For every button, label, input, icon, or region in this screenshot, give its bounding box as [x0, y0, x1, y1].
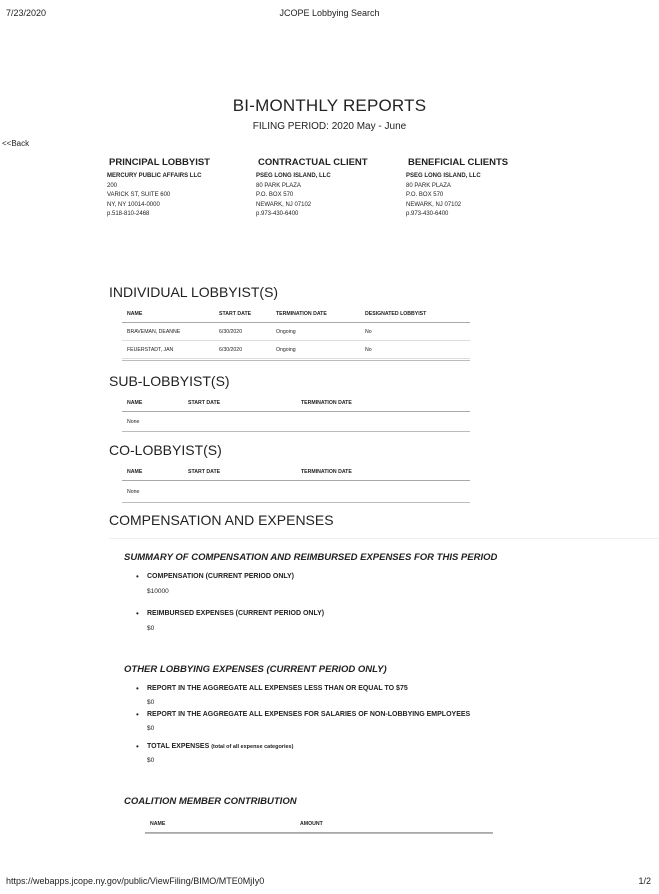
bullet: • [136, 609, 139, 618]
bullet: • [136, 710, 139, 719]
aggregate-75-value: $0 [147, 699, 155, 706]
individual-lobbyists-table [122, 305, 470, 359]
table-header-row [122, 463, 470, 481]
compensation-heading: COMPENSATION AND EXPENSES [109, 512, 334, 528]
termination-date: Ongoing [276, 328, 296, 335]
back-link[interactable]: <<Back [2, 139, 30, 148]
column-header: DESIGNATED LOBBYIST [365, 310, 427, 317]
beneficial-clients-block [408, 157, 508, 220]
address-line: 80 PARK PLAZA [406, 182, 451, 189]
column-header: TERMINATION DATE [301, 468, 352, 475]
contractual-client-block [258, 157, 368, 220]
address-line: P.O. BOX 570 [256, 192, 294, 199]
contractual-client-name: PSEG LONG ISLAND, LLC [256, 173, 331, 179]
bullet: • [136, 684, 139, 693]
total-expenses-label [147, 743, 293, 750]
sub-lobbyists-heading: SUB-LOBBYIST(S) [109, 373, 230, 389]
coalition-table [145, 815, 493, 833]
designated-lobbyist: No [365, 346, 372, 353]
phone: p.518-810-2468 [107, 211, 150, 218]
total-expenses-note: (total of all expense categories) [211, 744, 294, 750]
section-divider [109, 538, 659, 539]
sub-lobbyists-table [122, 394, 470, 432]
beneficial-client-name: PSEG LONG ISLAND, LLC [406, 173, 481, 179]
address-line: NEWARK, NJ 07102 [406, 201, 462, 208]
lobbyist-name: BRAVEMAN, DEANNE [127, 328, 181, 335]
beneficial-clients-heading: BENEFICIAL CLIENTS [408, 157, 509, 168]
column-header: START DATE [219, 310, 252, 317]
compensation-label: COMPENSATION (CURRENT PERIOD ONLY) [147, 573, 295, 580]
other-expenses-heading: OTHER LOBBYING EXPENSES (CURRENT PERIOD ONLY) [124, 664, 387, 675]
page-url: https://webapps.jcope.ny.gov/public/ViewFiling/BIMO/MTE0MjIy0 [6, 876, 265, 886]
designated-lobbyist: No [365, 328, 372, 335]
principal-lobbyist-heading: PRINCIPAL LOBBYIST [109, 157, 210, 168]
salaries-label: REPORT IN THE AGGREGATE ALL EXPENSES FOR SALARIES OF NON-LOBBYING EMPLOYEES [147, 711, 471, 718]
table-row [122, 323, 470, 341]
empty-value: None [127, 489, 140, 495]
principal-lobbyist-block [109, 157, 210, 220]
individual-lobbyists-heading: INDIVIDUAL LOBBYIST(S) [109, 284, 279, 300]
phone: p.973-430-6400 [256, 211, 299, 218]
column-header: NAME [150, 820, 166, 827]
compensation-value: $10000 [147, 588, 169, 595]
column-header: AMOUNT [300, 820, 323, 827]
phone: p.973-430-6400 [406, 211, 449, 218]
table-header-row [145, 815, 493, 833]
column-header: START DATE [188, 399, 221, 406]
start-date: 6/30/2020 [219, 346, 243, 353]
bullet: • [136, 572, 139, 581]
page-title: BI-MONTHLY REPORTS [232, 96, 427, 115]
table-bottom-rule [122, 502, 470, 503]
table-row [122, 412, 470, 433]
coalition-heading: COALITION MEMBER CONTRIBUTION [124, 796, 297, 807]
salaries-value: $0 [147, 725, 155, 732]
principal-lobbyist-name: MERCURY PUBLIC AFFAIRS LLC [107, 173, 202, 179]
table-row [122, 341, 470, 359]
total-expenses-value: $0 [147, 757, 155, 764]
table-row [122, 481, 470, 504]
address-line: NY, NY 10014-0000 [107, 201, 160, 208]
table-bottom-rule [122, 360, 470, 361]
column-header: NAME [127, 310, 143, 317]
address-line: NEWARK, NJ 07102 [256, 201, 312, 208]
total-expenses-label-text: TOTAL EXPENSES [147, 743, 210, 750]
column-header: NAME [127, 468, 143, 475]
address-line: P.O. BOX 570 [406, 192, 444, 199]
bullet: • [136, 742, 139, 751]
table-bottom-rule [145, 833, 493, 834]
filing-period: FILING PERIOD: 2020 May - June [252, 121, 407, 132]
address-line: 200 [107, 182, 118, 189]
column-header: TERMINATION DATE [276, 310, 327, 317]
column-header: NAME [127, 399, 143, 406]
empty-value: None [127, 419, 140, 425]
table-bottom-rule [122, 431, 470, 432]
reimbursed-expenses-value: $0 [147, 625, 155, 632]
co-lobbyists-heading: CO-LOBBYIST(S) [109, 442, 222, 458]
column-header: START DATE [188, 468, 221, 475]
table-header-row [122, 394, 470, 412]
reimbursed-expenses-label: REIMBURSED EXPENSES (CURRENT PERIOD ONLY) [147, 610, 325, 617]
termination-date: Ongoing [276, 346, 296, 353]
aggregate-75-label: REPORT IN THE AGGREGATE ALL EXPENSES LESS THAN OR EQUAL TO $75 [147, 685, 408, 692]
start-date: 6/30/2020 [219, 328, 243, 335]
table-header-row [122, 305, 470, 323]
lobbyist-name: FEUERSTADT, JAN [127, 346, 174, 353]
contractual-client-heading: CONTRACTUAL CLIENT [258, 157, 368, 168]
address-line: VARICK ST, SUITE 600 [107, 192, 171, 199]
print-title: JCOPE Lobbying Search [279, 8, 380, 18]
co-lobbyists-table [122, 463, 470, 503]
address-line: 80 PARK PLAZA [256, 182, 301, 189]
summary-heading: SUMMARY OF COMPENSATION AND REIMBURSED EXPENSES FOR THIS PERIOD [124, 552, 498, 563]
page-number: 1/2 [638, 876, 651, 886]
print-date: 7/23/2020 [6, 8, 47, 18]
column-header: TERMINATION DATE [301, 399, 352, 406]
